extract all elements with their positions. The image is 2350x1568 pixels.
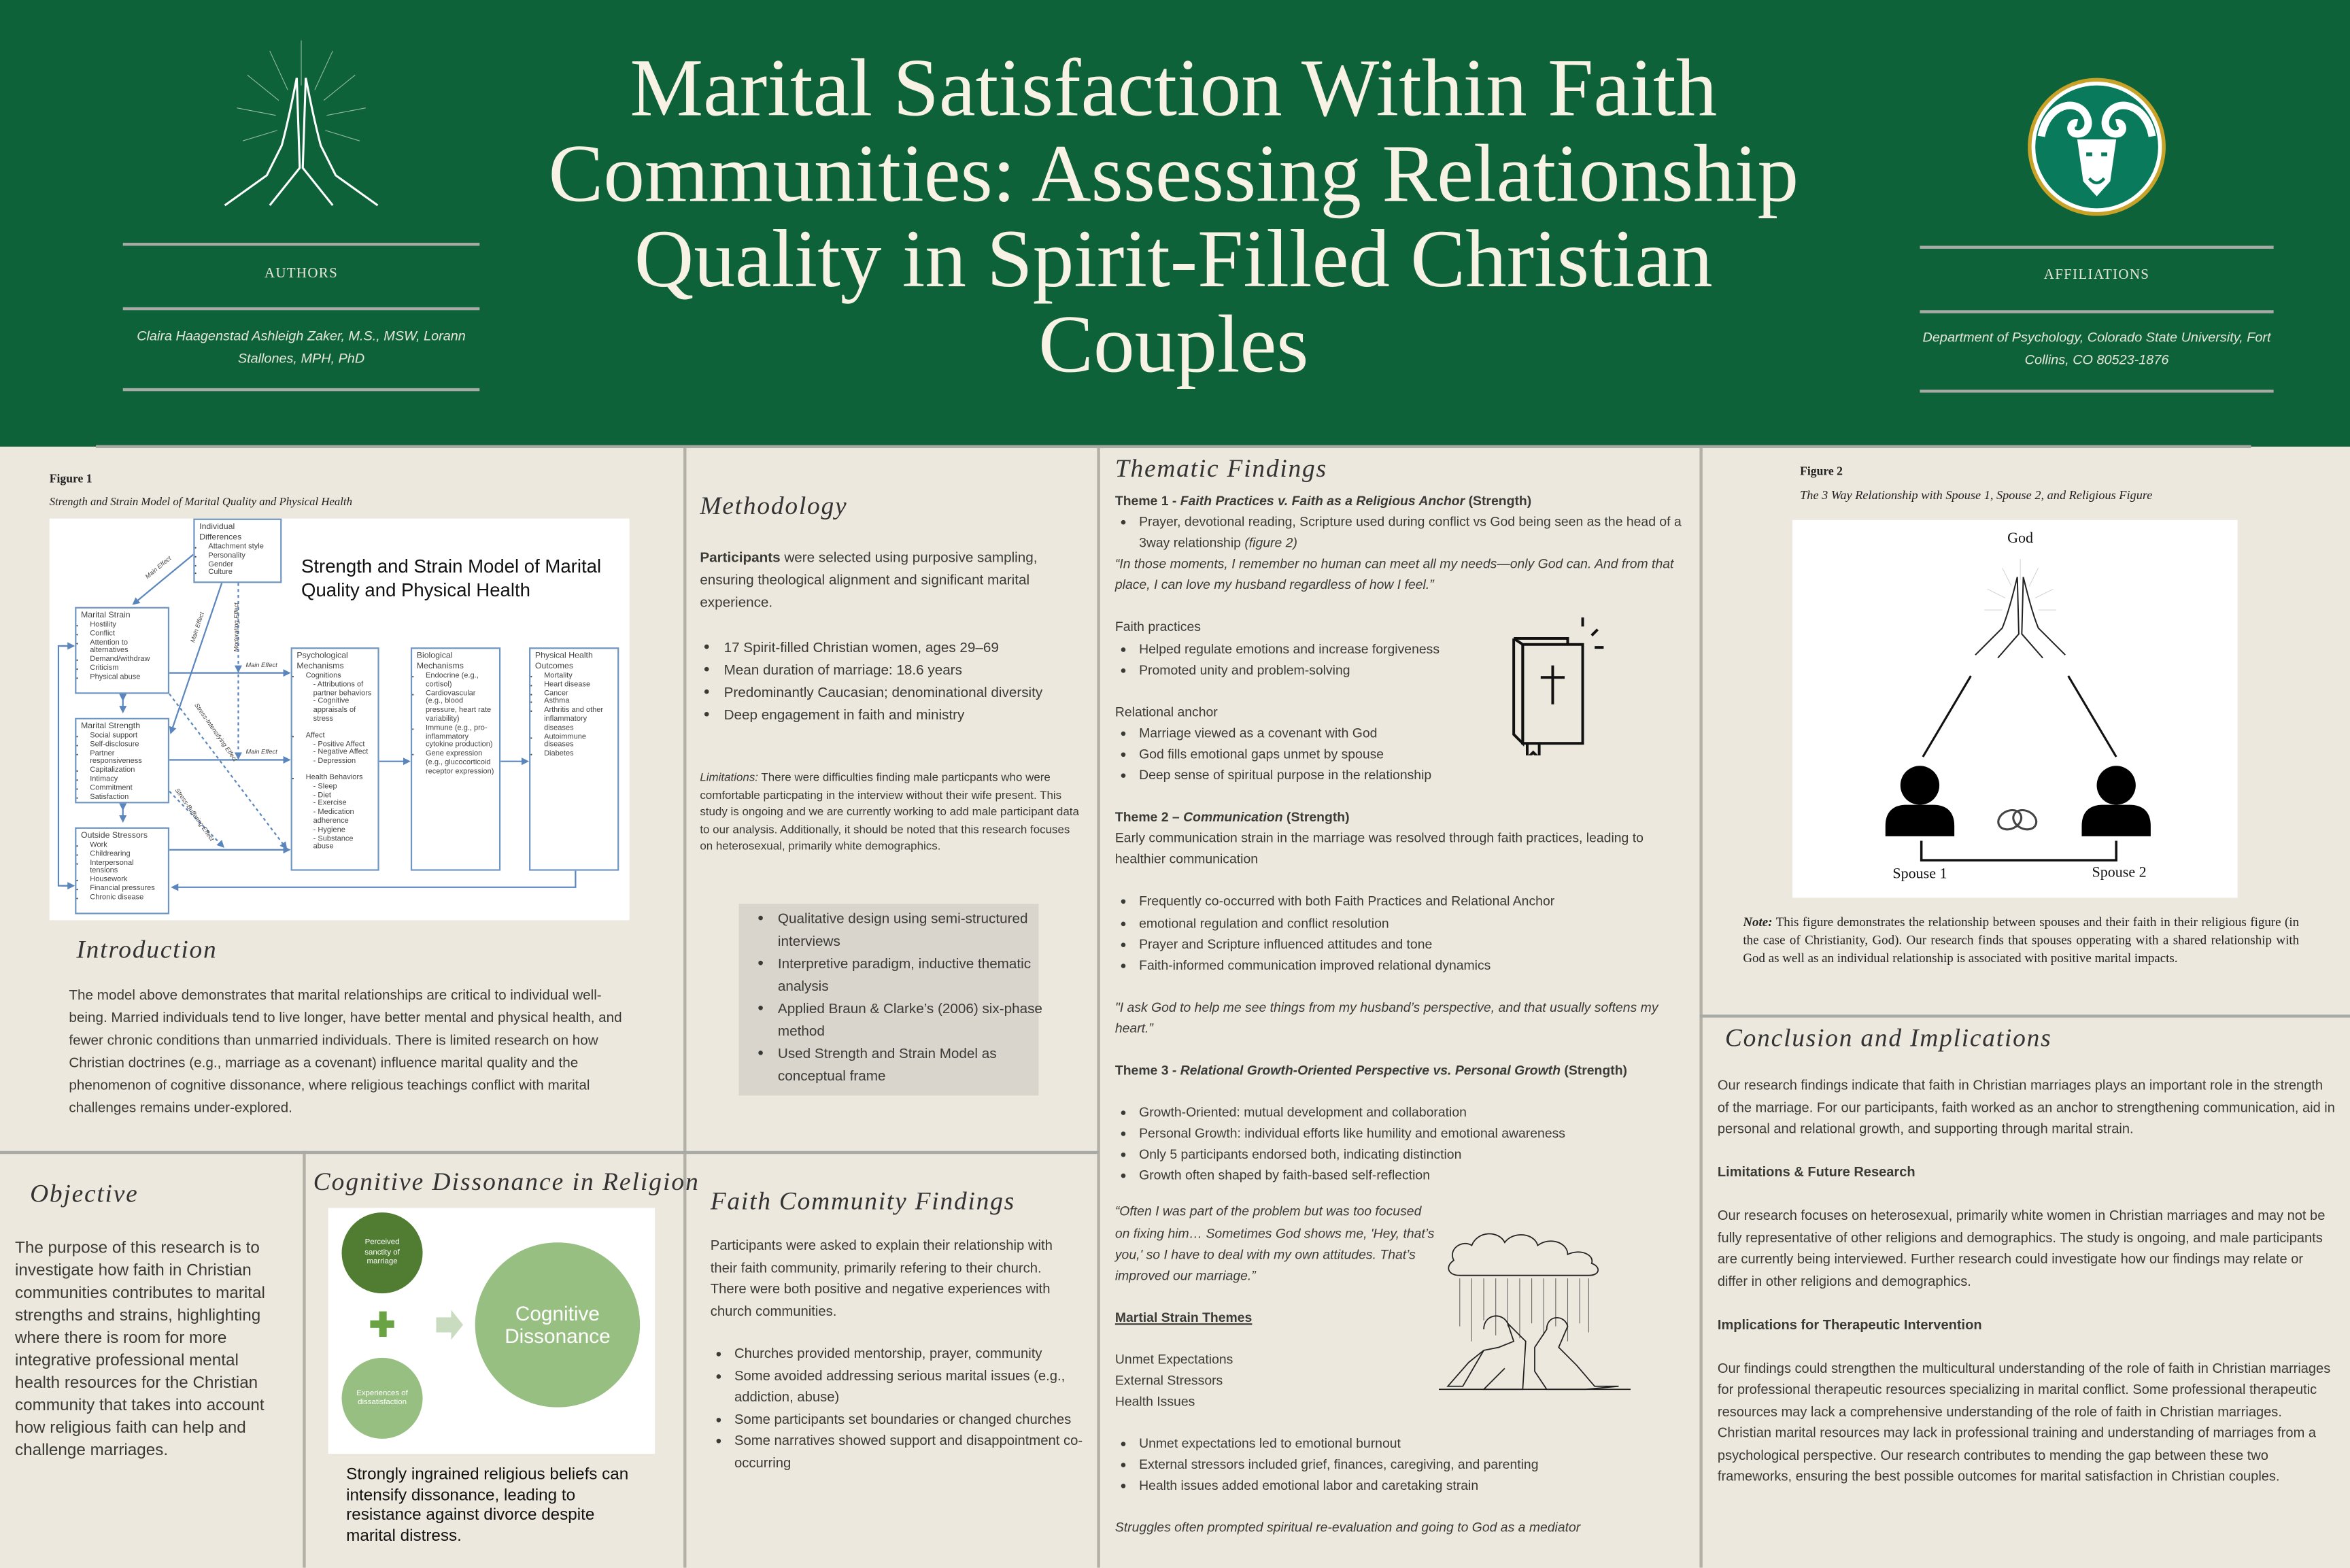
bullet-list	[199, 544, 275, 579]
introduction-body: The model above demonstrates that marital relationships are critical to individual well-being. Married individuals tend to live longer, have better mental and physical health, and fewer chronic conditions than unmarried individuals. There is limited research on how Christian doctrines (e.g., marriage as a covenant) influence marital quality and the phenomenon of cognitive dissonance, where religious teachings conflict with marital challenges remains under-explored.	[69, 986, 622, 1115]
list-item: • Chronic disease	[90, 894, 163, 903]
theme3-quote: “Often I was part of the problem but was too focused on fixing him… Sometimes God shows me, 'Hey, that’s you,' so I have to deal with my own attitudes. That’s improved our marriage.”	[1114, 1204, 1435, 1283]
list-item: • Gene expression (e.g., glucocorticoid receptor expression)	[426, 751, 494, 777]
theme2-list	[1115, 891, 1692, 975]
theme-name: Communication	[1183, 809, 1283, 825]
list-item: • Qualitative design using semi-structured interviews	[778, 906, 1048, 951]
divider	[1920, 245, 2273, 248]
wedding-rings-icon	[1995, 806, 2039, 833]
list-item: • Frequently co-occurred with both Faith Practices and Relational Anchor	[1139, 891, 1692, 912]
edge-label-stress-intensifying: Stress-Intensifying Effect	[192, 701, 239, 763]
figure1-caption: Strength and Strain Model of Marital Quality and Physical Health	[49, 494, 352, 509]
list-item: • Hostility	[90, 622, 163, 631]
bullet-list	[81, 842, 163, 903]
list-item: • emotional regulation and conflict resolution	[1139, 912, 1692, 933]
list-item: • External stressors included grief, finances, caregiving, and parenting	[1139, 1454, 1692, 1476]
authors-label: AUTHORS	[264, 267, 339, 282]
god-label: God	[2007, 530, 2034, 547]
list-item: • Attachment style	[208, 544, 275, 553]
box-biological-mechanisms	[411, 647, 500, 870]
group-name: Affect	[305, 731, 325, 740]
figure2-label: Figure 2	[1800, 464, 1843, 479]
authors-names: Claira Haagenstad Ashleigh Zaker, M.S., MSW, Lorann Stallones, MPH, PhD	[137, 328, 466, 366]
cognitive-dissonance-caption: Strongly ingrained religious beliefs can intensify dissonance, leading to resistance against divorce despite marital distress.	[346, 1465, 629, 1545]
box-individual-differences	[193, 519, 282, 583]
limitations-future-heading: Limitations & Future Research	[1717, 1164, 1915, 1180]
relationship-lines	[1792, 520, 2238, 898]
column-divider	[683, 448, 685, 1567]
list-item: • Physical abuse	[90, 674, 163, 683]
circle-cognitive-dissonance: Cognitive Dissonance	[475, 1242, 640, 1407]
strain-closing: Struggles often prompted spiritual re-evaluation and going to God as a mediator	[1114, 1520, 1581, 1536]
introduction-heading: Introduction	[76, 935, 218, 964]
relational-anchor-label: Relational anchor	[1114, 704, 1218, 719]
group-name: Health Behaviors	[305, 773, 363, 783]
note-label: Note:	[1743, 914, 1773, 930]
list-item: • 17 Spirit-filled Christian women, ages 29–69	[724, 636, 1108, 658]
limitations-label: Limitations:	[700, 770, 759, 784]
list-item: • Housework	[90, 877, 163, 886]
theme-suffix: (Strength)	[1282, 809, 1350, 825]
theme3-heading	[1115, 1059, 1692, 1080]
list-item: • Only 5 participants endorsed both, indicating distinction	[1139, 1144, 1692, 1165]
list-item: - Exercise	[313, 799, 347, 808]
list-item: • Heart disease	[544, 681, 613, 690]
box-physical-health-outcomes	[529, 647, 619, 870]
list-item: • Applied Braun & Clarke’s (2006) six-phase method	[778, 997, 1048, 1042]
box-title: Physical Health Outcomes	[534, 651, 593, 672]
bullet-list	[417, 673, 495, 777]
faith-community-list	[711, 1343, 1094, 1473]
sad-couple-illustration	[1439, 1221, 1631, 1398]
box-title: Biological Mechanisms	[416, 651, 464, 672]
bullet-text: Prayer, devotional reading, Scripture used during conflict vs God being seen as the head of a 3way relationship	[1139, 514, 1682, 551]
list-item: - Substance abuse	[313, 834, 354, 852]
list-item: • Deep sense of spiritual purpose in the relationship	[1139, 764, 1692, 785]
theme2-heading	[1115, 806, 1692, 828]
poster-header	[0, 0, 2350, 447]
list-item: - Attributions of partner behaviors	[313, 680, 372, 698]
bullet-list	[306, 741, 373, 767]
conclusion-content	[1718, 1074, 2335, 1487]
list-item: • Financial pressures	[90, 886, 163, 895]
list-item: • Helped regulate emotions and increase forgiveness	[1139, 638, 1692, 659]
theme2-body: Early communication strain in the marriage was resolved through faith practices, leading to healthier communication	[1114, 830, 1644, 867]
list-item: - Sleep	[313, 782, 337, 791]
list-item: • Personal Growth: individual efforts like humility and emotional awareness	[1139, 1123, 1692, 1144]
edge-label-main-effect: Main Effect	[143, 554, 173, 581]
box-outside-stressors	[75, 828, 169, 915]
list-item: • Mortality	[544, 673, 613, 682]
list-item: • Culture	[208, 570, 275, 579]
list-item: • Immune (e.g., pro-inflammatory cytokine production)	[426, 725, 494, 751]
list-item: • Demand/withdraw	[90, 657, 163, 666]
column-divider	[1097, 448, 1099, 1567]
person-icon	[1886, 766, 1954, 836]
list-item: - Diet	[313, 790, 332, 800]
faith-community-body: Participants were asked to explain their relationship with their faith community, primarily refering to their church. There were both positive and negative experiences with church communities.	[710, 1238, 1053, 1318]
box-marital-strength	[75, 718, 169, 804]
list-item: • Arthritis and other inflammatory diseases	[544, 708, 613, 734]
spouse1-label: Spouse 1	[1892, 866, 1947, 883]
bullet-list	[306, 681, 373, 725]
theme-suffix: (Strength)	[1465, 493, 1532, 509]
theme-prefix: Theme 3 -	[1114, 1062, 1180, 1078]
divider	[123, 307, 480, 309]
list-item: - Hygiene	[313, 825, 345, 835]
plus-icon	[372, 1312, 393, 1337]
strain-themes-heading: Martial Strain Themes	[1114, 1309, 1253, 1325]
divider	[123, 243, 480, 245]
three-way-relationship-diagram	[1792, 520, 2238, 898]
note-text: This figure demonstrates the relationship between spouses and their faith in their religious figure (in the case of Christianity, God). Our research finds that spouses opperating with a shared relationship with God as well as an individual relationship is associated with positive marital impacts.	[1743, 914, 2300, 966]
list-item: • Childrearing	[90, 851, 163, 859]
list-item: • Work	[90, 842, 163, 851]
divider	[123, 388, 480, 390]
strain-theme-3: Health Issues	[1114, 1394, 1195, 1410]
group-cognitions	[306, 673, 373, 726]
strain-list	[1115, 1433, 1692, 1497]
bible-icon	[1508, 615, 1612, 755]
list-item: • Some participants set boundaries or changed churches	[734, 1408, 1094, 1430]
university-ram-logo	[2026, 76, 2167, 217]
list-item: • Promoted unity and problem-solving	[1139, 659, 1692, 680]
theme3-list	[1115, 1102, 1692, 1186]
divider	[1920, 390, 2273, 392]
group-health-behaviors	[306, 774, 373, 853]
faith-community-heading: Faith Community Findings	[710, 1187, 1016, 1216]
box-psychological-mechanisms	[291, 647, 379, 870]
strength-strain-diagram	[50, 519, 630, 921]
affiliations-text: Department of Psychology, Colorado State University, Fort Collins, CO 80523-1876	[1922, 329, 2271, 368]
bullet-list	[535, 673, 613, 760]
list-item: • Intimacy	[90, 777, 163, 785]
theme-name: Relational Growth-Oriented Perspective vs. Personal Growth	[1180, 1062, 1561, 1078]
circle-perceived-sanctity: Perceived sanctity of marriage	[342, 1212, 423, 1293]
bullet-list	[81, 733, 163, 802]
list-item: - Medication adherence	[313, 808, 354, 826]
person-icon	[2081, 766, 2150, 836]
list-item: • Growth often shaped by faith-based self-reflection	[1139, 1165, 1692, 1186]
bullet-list	[81, 622, 163, 683]
list-item: • Prayer and Scripture influenced attitudes and tone	[1139, 933, 1692, 954]
theme-prefix: Theme 1 -	[1114, 493, 1180, 509]
edge-label-moderating-effect: Moderating Effect	[232, 602, 240, 652]
limitations-future-body: Our research focuses on heterosexual, primarily white women in Christian marriages and may not be fully representative of other religions and demographics. The study is ongoing, and male participants are currently being interviewed. Further research could investigate how our findings may relate or differ in other religions and demographics.	[1717, 1208, 2326, 1289]
limitations-paragraph	[700, 769, 1083, 856]
list-item: • Cardiovascular (e.g., blood pressure, heart rate variability)	[426, 690, 494, 725]
list-item: • Criticism	[90, 666, 163, 675]
list-item: • Partner responsiveness	[90, 750, 163, 768]
implications-body: Our findings could strengthen the multicultural understanding of the role of faith in Christian marriages for professional therapeutic resources specializing in marital conflict. Some professional therapeutic resources may lack a comprehensive understanding of the role of faith in Christian marriages. Christian marital resources may lack in professional training and understanding of marriages from a psychological perspective. Our research contributes to mending the gap between these two frameworks, ensuring the best possible outcomes for marital satisfaction in Christian couples.	[1717, 1360, 2331, 1484]
list-item: • Faith-informed communication improved relational dynamics	[1139, 954, 1692, 975]
list-item: • Growth-Oriented: mutual development and collaboration	[1139, 1102, 1692, 1123]
strain-theme-1: Unmet Expectations	[1114, 1351, 1233, 1367]
box-title: Psychological Mechanisms	[296, 651, 348, 672]
thematic-heading: Thematic Findings	[1114, 454, 1327, 483]
faith-practices-label: Faith practices	[1114, 619, 1201, 635]
list-item: • Mean duration of marriage: 18.6 years	[724, 658, 1108, 681]
theme1-heading	[1115, 490, 1692, 511]
praying-hands-icon	[210, 33, 393, 212]
theme-name: Faith Practices v. Faith as a Religious Anchor	[1180, 493, 1465, 509]
list-item: • Interpretive paradigm, inductive thematic analysis	[778, 952, 1048, 997]
list-item: • Capitalization	[90, 768, 163, 777]
list-item: • Some narratives showed support and disappointment co-occurring	[734, 1430, 1094, 1473]
spouse2-label: Spouse 2	[2092, 864, 2147, 882]
objective-heading: Objective	[30, 1179, 139, 1208]
conclusion-body: Our research findings indicate that faith in Christian marriages plays an important role in the strength of the marriage. For our participants, faith worked as an anchor to strengthening communication, aid in personal and relational growth, and supporting through marital strain.	[1717, 1077, 2335, 1136]
list-item: • Endocrine (e.g., cortisol)	[426, 673, 494, 691]
poster-title: Marital Satisfaction Within Faith Communities: Assessing Relationship Quality in Spirit-Filled Christian Couples	[548, 41, 1799, 390]
list-item: • Attention to alternatives	[90, 639, 163, 657]
list-item: • Autoimmune diseases	[544, 734, 613, 751]
objective-body: The purpose of this research is to investigate how faith in Christian communities contributes to marital strengths and strains, highlighting where there is room for more integrative professional mental health resources for the Christian community that takes into account how religious faith can help and challenge marriages.	[15, 1239, 265, 1460]
list-item: • Conflict	[90, 630, 163, 639]
list-item: • Unmet expectations led to emotional burnout	[1139, 1433, 1692, 1454]
list-item: • Social support	[90, 733, 163, 742]
affiliations-label: AFFILIATIONS	[2043, 268, 2150, 284]
box-title: Individual Differences	[199, 523, 242, 543]
list-item: - Negative Affect	[313, 748, 369, 757]
figure1-label: Figure 1	[49, 472, 92, 486]
header-divider	[96, 445, 2251, 447]
cognitive-dissonance-heading: Cognitive Dissonance in Religion	[313, 1167, 700, 1196]
participants-paragraph	[700, 545, 1083, 613]
theme1-quote: “In those moments, I remember no human can meet all my needs—only God can. And from that place, I can love my husband regardless of how I feel.”	[1114, 556, 1674, 593]
box-title: Outside Stressors	[81, 832, 148, 841]
strain-theme-2: External Stressors	[1114, 1372, 1223, 1388]
divider	[1920, 310, 2273, 312]
list-item: - Depression	[313, 757, 356, 766]
list-item: • Marriage viewed as a covenant with God	[1139, 722, 1692, 743]
list-item: • Used Strength and Strain Model as conceptual frame	[778, 1042, 1048, 1087]
participants-list	[700, 636, 1108, 726]
list-item: • Churches provided mentorship, prayer, community	[734, 1343, 1094, 1365]
figure-reference: (figure 2)	[1244, 535, 1297, 551]
box-marital-strain	[75, 607, 169, 694]
edge-label-main-effect: Main Effect	[245, 747, 277, 755]
conclusion-heading: Conclusion and Implications	[1724, 1023, 2052, 1053]
box-title: Marital Strength	[81, 722, 141, 732]
list-item: • Some avoided addressing serious marital issues (e.g., addiction, abuse)	[734, 1365, 1094, 1408]
design-box	[739, 904, 1042, 1095]
list-item: • Gender	[208, 562, 275, 570]
column-divider	[303, 1151, 305, 1568]
list-item: • God fills emotional gaps unmet by spouse	[1139, 743, 1692, 764]
list-item: • Health issues added emotional labor and caretaking strain	[1139, 1476, 1692, 1497]
participants-label: Participants	[700, 548, 781, 565]
edge-label-main-effect: Main Effect	[188, 611, 206, 644]
list-item: • Diabetes	[544, 751, 613, 760]
list-item: • Deep engagement in faith and ministry	[724, 703, 1108, 726]
row-divider	[0, 1151, 1099, 1153]
list-item: • Commitment	[90, 785, 163, 794]
list-item: - Positive Affect	[313, 739, 365, 749]
box-title: Marital Strain	[81, 611, 131, 621]
edge-label-main-effect: Main Effect	[245, 661, 277, 669]
list-item: • Asthma	[544, 699, 613, 708]
diagram-title: Strength and Strain Model of Marital Quality and Physical Health	[301, 556, 602, 601]
bullet-list	[306, 783, 373, 853]
list-item: • Predominantly Caucasian; denominational diversity	[724, 681, 1108, 703]
group-affect	[306, 732, 373, 767]
theme2-quote: "I ask God to help me see things from my husband’s perspective, and that usually softens my heart.”	[1114, 999, 1658, 1036]
list-item: • Cancer	[544, 690, 613, 699]
theme1-bullet	[1139, 511, 1692, 553]
list-item: • Personality	[208, 553, 275, 562]
list-item: • Self-disclosure	[90, 742, 163, 751]
praying-hands-icon	[1975, 577, 2065, 658]
cognitive-dissonance-diagram	[328, 1208, 655, 1454]
list-item: - Cognitive appraisals of stress	[313, 697, 356, 724]
methodology-heading: Methodology	[700, 491, 848, 520]
group-name: Cognitions	[305, 671, 341, 681]
edge-label-stress-buffering: Stress-Buffering Effect	[173, 786, 216, 842]
figure2-note	[1743, 913, 2299, 966]
theme-suffix: (Strength)	[1560, 1062, 1627, 1078]
design-list	[754, 906, 1048, 1086]
limitations-text: There were difficulties finding male particpants who were comfortable particpating in the interview without their wife present. This study is ongoing and we are currently working to add male participant data to our analysis. Additionally, it should be noted that this research focuses on heterosexual, primarily white demographics.	[700, 770, 1079, 853]
column-divider	[1699, 448, 1701, 1567]
figure2-caption: The 3 Way Relationship with Spouse 1, Spouse 2, and Religious Figure	[1800, 488, 2153, 502]
participants-text: were selected using purposive sampling, ensuring theological alignment and significant marital experience.	[700, 548, 1038, 611]
arrow-right-icon	[436, 1310, 463, 1340]
implications-heading: Implications for Therapeutic Intervention	[1717, 1316, 1982, 1332]
row-divider	[1699, 1015, 2350, 1017]
circle-experiences-dissatisfaction: Experiences of dissatisfaction	[342, 1358, 423, 1439]
theme-prefix: Theme 2 –	[1114, 809, 1184, 825]
list-item: • Interpersonal tensions	[90, 859, 163, 877]
list-item: • Satisfaction	[90, 794, 163, 802]
